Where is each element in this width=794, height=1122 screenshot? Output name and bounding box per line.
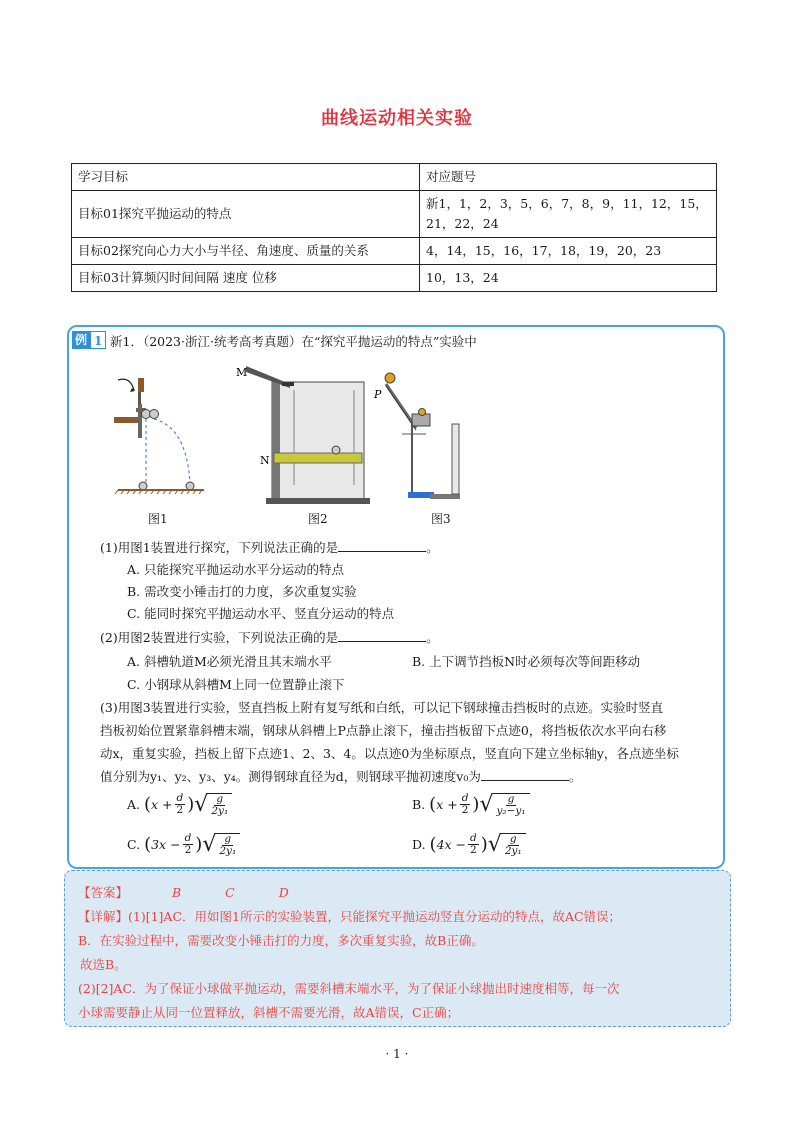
radical: √ $\frac{g}{\text{y₂−y₁}}$ — [479, 792, 529, 817]
table-cell: 4，14，15，16，17，18，19，20，23 — [420, 238, 717, 265]
table-header-cell: 学习目标 — [72, 164, 420, 191]
explanation-line: 故选B。 — [80, 957, 127, 972]
answer-blank — [338, 539, 426, 552]
frac-num: d — [184, 832, 192, 844]
frac-num: d — [176, 792, 184, 804]
question-1: (1)用图1装置进行探究，下列说法正确的是 。 — [100, 540, 439, 555]
badge-number: 1 — [90, 331, 106, 349]
figure-2-diagram — [232, 360, 372, 510]
rad-den: 2y₁ — [219, 844, 237, 857]
q3-option-b: B. ( x + $\frac{d}{2}$ ) √ $\frac{g}{\text{y₂−y₁}}$ — [412, 792, 530, 817]
q1-option-a: A. 只能探究平抛运动水平分运动的特点 — [127, 562, 344, 577]
explanation-line: (2)[2]AC．为了保证小球做平抛运动，需要斜槽末端水平，为了保证小球抛出时速度相等，每一次 — [78, 981, 620, 996]
option-letter: A. — [127, 797, 141, 812]
q2-option-b: B. 上下调节挡板N时必须每次等间距移动 — [412, 654, 641, 669]
fraction — [460, 793, 471, 816]
question-3-text: 值分别为y₁、y₂、y₃、y₄。测得钢球直径为d，则钢球平抛初速度v₀为 — [100, 769, 481, 784]
answer-blank — [481, 768, 569, 781]
question-3-line: 值分别为y₁、y₂、y₃、y₄。测得钢球直径为d，则钢球平抛初速度v₀为 。 — [100, 769, 582, 784]
table-cell: 目标02探究向心力大小与半径、角速度、质量的关系 — [72, 238, 420, 265]
question-3-line: 挡板初始位置紧靠斜槽末端，钢球从斜槽上P点静止滚下，撞击挡板留下点迹0，将挡板依次水平向右移 — [100, 723, 667, 738]
question-2-text: (2)用图2装置进行实验，下列说法正确的是 — [100, 630, 339, 645]
table-cell: 10，13，24 — [420, 265, 717, 292]
option-term: 4x − — [436, 837, 467, 852]
rad-den: 2y₁ — [211, 804, 229, 817]
fraction — [468, 833, 479, 856]
option-term: x + — [436, 797, 458, 812]
rad-num: g — [509, 832, 517, 845]
question-heading: 新1．（2023·浙江·统考高考真题）在“探究平抛运动的特点”实验中 — [110, 334, 477, 349]
fraction — [175, 793, 186, 816]
figure-2-label: 图2 — [308, 512, 328, 526]
question-3-line: 动x，重复实验，挡板上留下点迹1、2、3、4。以点迹0为坐标原点，竖直向下建立坐标轴y，各点迹坐标 — [100, 746, 679, 761]
explanation-line: 小球需要静止从同一位置释放，斜槽不需要光滑，故A错误，C正确； — [78, 1005, 460, 1020]
rad-den: 2y₁ — [504, 844, 522, 857]
explanation-line: 【详解】(1)[1]AC．用如图1所示的实验装置，只能探究平抛运动竖直分运动的特点，故AC错误； — [78, 909, 622, 924]
frac-den: 2 — [184, 844, 192, 856]
answer-label: 【答案】 — [78, 885, 129, 900]
frac-num: d — [461, 792, 469, 804]
q3-option-c: C. ( 3x − $\frac{d}{2}$ ) √ $\frac{g}{\text{2y₁}}$ — [127, 832, 240, 857]
rad-num: g — [507, 792, 515, 805]
figure-3-diagram — [372, 372, 472, 502]
rad-num: g — [224, 832, 232, 845]
q1-option-b: B. 需改变小锤击打的力度，多次重复实验 — [127, 584, 357, 599]
table-header-cell: 对应题号 — [420, 164, 717, 191]
table-cell: 目标03计算频闪时间间隔 速度 位移 — [72, 265, 420, 292]
figure-1-diagram — [108, 372, 213, 497]
table-row — [72, 238, 717, 265]
answer-blank — [338, 629, 426, 642]
q3-option-a: A. ( x + $\frac{d}{2}$ ) √ $\frac{g}{\text{2y₁}}$ — [127, 792, 232, 817]
explanation-line: B．在实验过程中，需要改变小锤击打的力度，多次重复实验，故B正确。 — [78, 933, 484, 948]
question-3-line: (3)用图3装置进行实验，竖直挡板上附有复写纸和白纸，可以记下钢球撞击挡板时的点迹。实验时竖直 — [100, 700, 664, 715]
frac-num: d — [470, 832, 477, 844]
q2-option-a: A. 斜槽轨道M必须光滑且其末端水平 — [127, 654, 332, 669]
table-row — [72, 265, 717, 292]
option-term: x + — [151, 797, 173, 812]
option-letter: D. — [412, 837, 426, 852]
table-row — [72, 191, 717, 238]
answer-line — [78, 883, 289, 901]
radical: √ $\frac{g}{\text{2y₁}}$ — [202, 832, 240, 857]
page-title: 曲线运动相关实验 — [321, 108, 473, 129]
radical: √ $\frac{g}{\text{2y₁}}$ — [194, 792, 232, 817]
rad-num: g — [216, 792, 224, 805]
rad-den: y₂−y₁ — [496, 804, 526, 817]
figure-2-letter-n: N — [260, 454, 270, 467]
goals-table — [71, 163, 717, 292]
example-badge — [72, 331, 106, 349]
badge-word: 例 — [72, 331, 90, 349]
figure-1-label: 图1 — [148, 512, 168, 526]
table-cell: 新1，1，2，3，5，6，7，8，9，11，12，15，21，22，24 — [420, 191, 717, 238]
figure-3-label: 图3 — [431, 512, 451, 526]
table-cell: 目标01探究平抛运动的特点 — [72, 191, 420, 238]
fraction — [183, 833, 194, 856]
frac-den: 2 — [461, 804, 469, 816]
figure-3-letter-p: P — [374, 388, 382, 401]
page-number: · 1 · — [385, 1047, 409, 1061]
option-letter: B. — [412, 797, 426, 812]
q3-option-d: D. ( 4x − $\frac{d}{2}$ ) √ $\frac{g}{\text{2y₁}}$ — [412, 832, 526, 857]
q1-option-c: C. 能同时探究平抛运动水平、竖直分运动的特点 — [127, 606, 395, 621]
question-1-text: (1)用图1装置进行探究，下列说法正确的是 — [100, 540, 339, 555]
answer-value: D — [278, 885, 289, 900]
frac-den: 2 — [176, 804, 184, 816]
answer-value: C — [225, 885, 235, 900]
answer-value: B — [172, 885, 182, 900]
figure-2-letter-m: M — [236, 366, 248, 379]
option-term: 3x − — [151, 837, 181, 852]
q2-option-c: C. 小钢球从斜槽M上同一位置静止滚下 — [127, 677, 345, 692]
table-header-row — [72, 164, 717, 191]
frac-den: 2 — [470, 844, 477, 856]
radical: √ $\frac{g}{\text{2y₁}}$ — [488, 832, 526, 857]
option-letter: C. — [127, 837, 141, 852]
question-2: (2)用图2装置进行实验，下列说法正确的是 。 — [100, 630, 439, 645]
